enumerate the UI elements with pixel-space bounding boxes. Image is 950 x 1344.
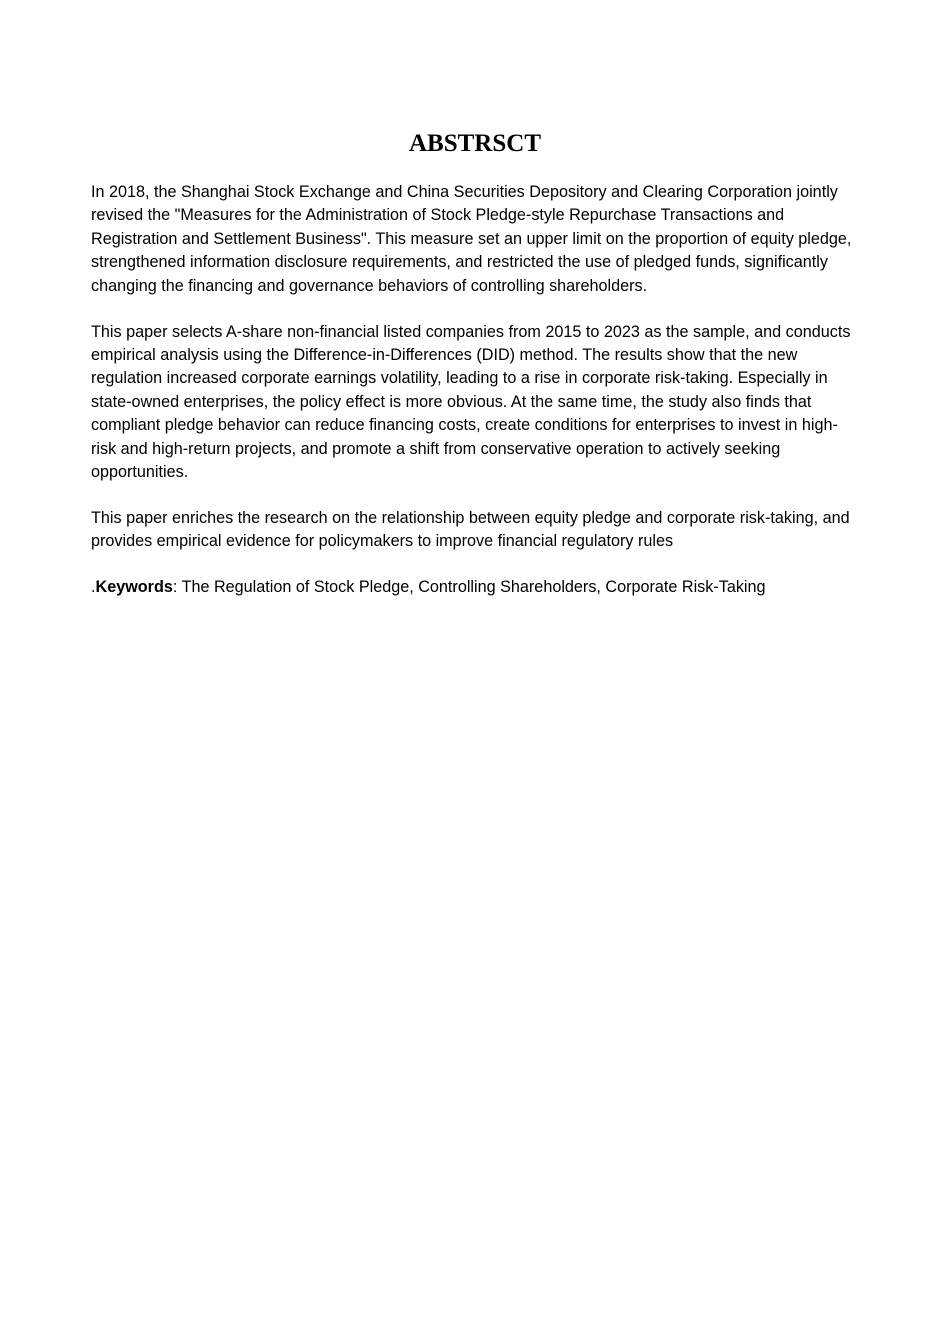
keywords-line: [91, 576, 863, 599]
abstract-title: ABSTRSCT: [409, 130, 541, 157]
abstract-paragraph-3: This paper enriches the research on the relationship between equity pledge and corporate risk-taking, and provides empirical evidence for policymakers to improve financial regulatory rules: [91, 509, 850, 551]
abstract-body: [91, 181, 863, 622]
keywords-label: Keywords: [95, 578, 173, 597]
abstract-paragraph-1: In 2018, the Shanghai Stock Exchange and China Securities Depository and Clearing Corporation jointly revised the "Measures for the Administration of Stock Pledge-style Repurchase Transactions and Registration and Settlement Business". This measure set an upper limit on the proportion of equity pledge, strengthened information disclosure requirements, and restricted the use of pledged funds, significantly changing the financing and governance behaviors of controlling shareholders.: [91, 183, 852, 295]
keywords-separator: :: [172, 578, 182, 597]
keywords-prefix: .: [91, 578, 96, 597]
keywords-value: The Regulation of Stock Pledge, Controlling Shareholders, Corporate Risk-Taking: [181, 578, 766, 597]
abstract-paragraph-2: This paper selects A-share non-financial listed companies from 2015 to 2023 as the sample, and conducts empirical analysis using the Difference-in-Differences (DID) method. The results show that the new regulation increased corporate earnings volatility, leading to a rise in corporate risk-taking. Especially in state-owned enterprises, the policy effect is more obvious. At the same time, the study also finds that compliant pledge behavior can reduce financing costs, create conditions for enterprises to invest in high-risk and high-return projects, and promote a shift from conservative operation to actively seeking opportunities.: [91, 322, 851, 482]
